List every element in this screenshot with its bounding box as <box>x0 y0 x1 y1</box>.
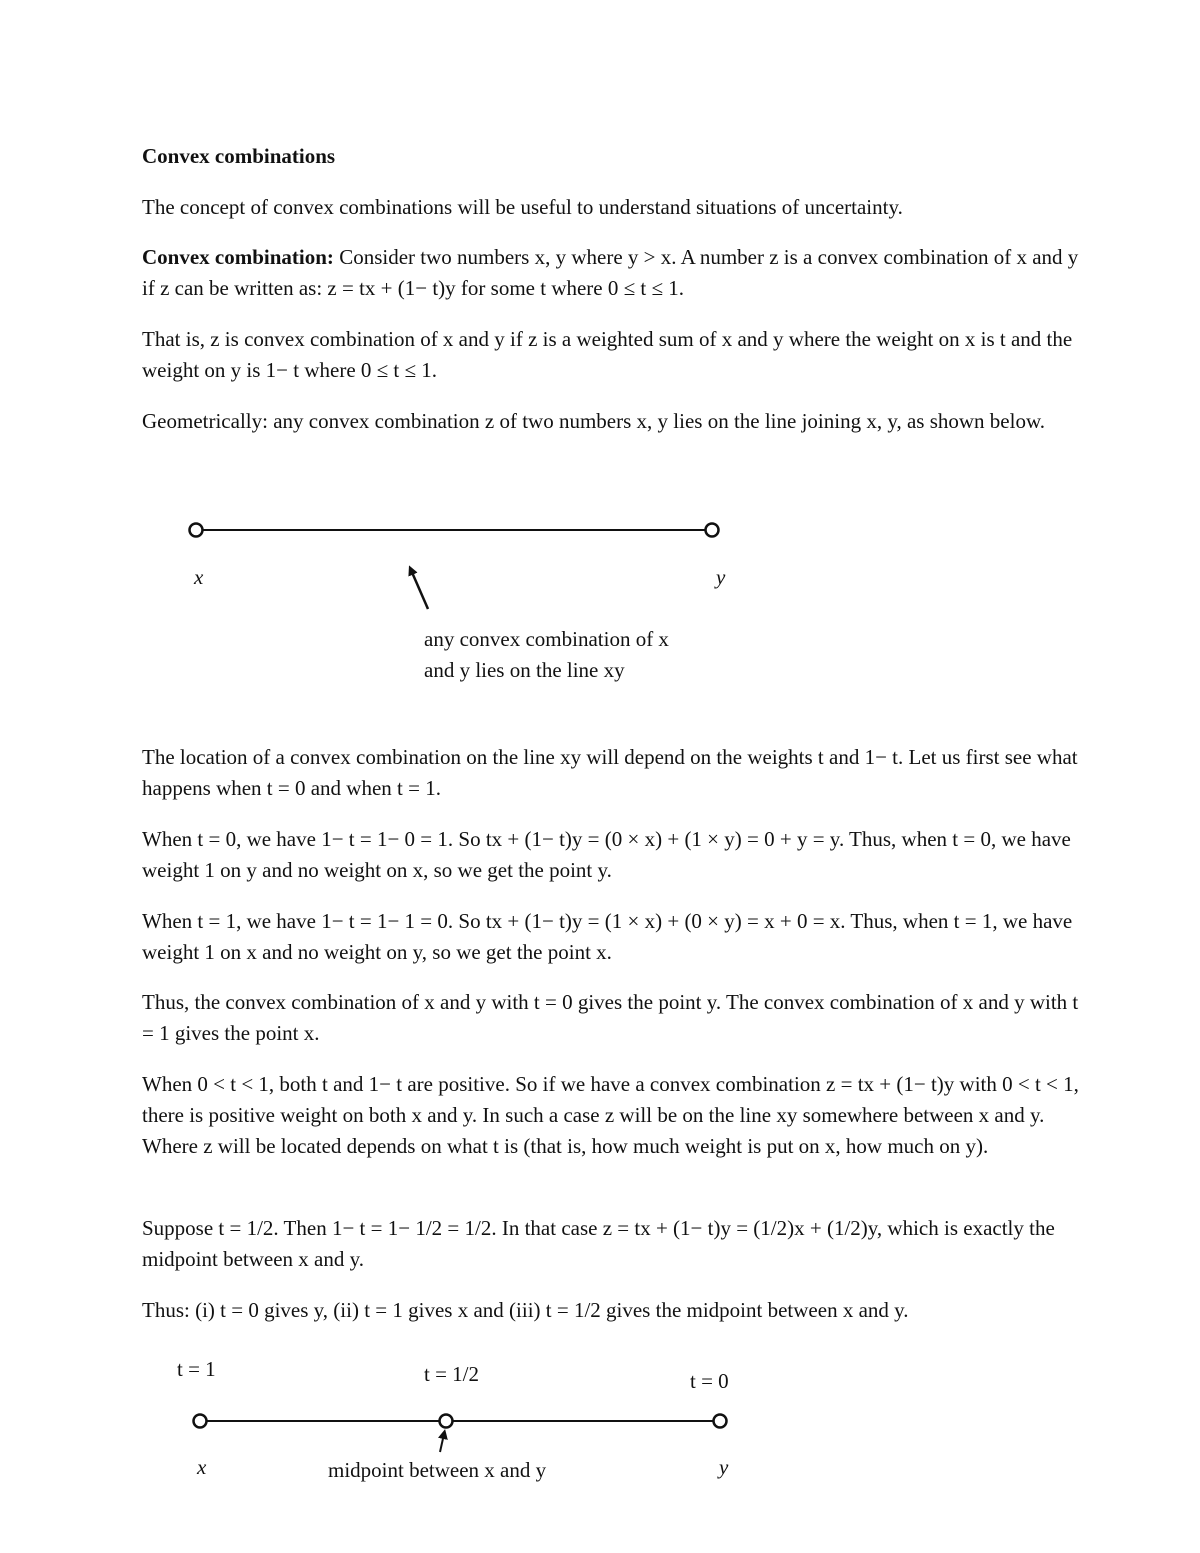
figure2-point-y <box>714 1415 727 1428</box>
thus-paragraph: Thus, the convex combination of x and y with t = 0 gives the point y. The convex combination of x and y with t = 1 gives the point x. <box>142 990 1079 1045</box>
figure2-arrow <box>440 1434 444 1452</box>
figure2-point-midpoint <box>440 1415 453 1428</box>
figure2-label-x: x <box>197 1455 207 1479</box>
figure1-point-y <box>706 524 719 537</box>
figure1-arrow <box>411 570 428 609</box>
figure1-label-y: y <box>716 565 726 589</box>
figure2-label-y: y <box>719 1455 729 1479</box>
figure2-label-t0: t = 0 <box>690 1369 729 1393</box>
weights-paragraph: That is, z is convex combination of x and y if z is a weighted sum of x and y where the weight on x is t and the weight on y is 1− t where 0 ≤ t ≤ 1. <box>142 327 1073 382</box>
figure1-note-line2: and y lies on the line xy <box>424 658 625 682</box>
figure1-note <box>424 624 744 686</box>
section-heading: Convex combinations <box>142 144 336 168</box>
figure1-note-line1: any convex combination of x <box>424 627 669 651</box>
figure1-label-x: x <box>194 565 204 589</box>
figure2-midpoint-label: midpoint between x and y <box>328 1458 547 1482</box>
between-paragraph: When 0 < t < 1, both t and 1− t are positive. So if we have a convex combination z = tx + (1− t)y with 0 < t < 1, there is positive weight on both x and y. In such a case z will be on the line xy somewhere between x and y. Where z will be located depends on what t is (that is, how much weight is put on x, how much on y). <box>142 1072 1079 1158</box>
half-paragraph: Suppose t = 1/2. Then 1− t = 1− 1/2 = 1/2. In that case z = tx + (1− t)y = (1/2)x + (1/2)y, which is exactly the midpoint between x and y. <box>142 1216 1055 1271</box>
t0-paragraph: When t = 0, we have 1− t = 1− 0 = 1. So tx + (1− t)y = (0 × x) + (1 × y) = 0 + y = y. Thus, when t = 0, we have weight 1 on y and no weight on x, so we get the point y. <box>142 827 1071 882</box>
t1-paragraph: When t = 1, we have 1− t = 1− 1 = 0. So tx + (1− t)y = (1 × x) + (0 × y) = x + 0 = x. Thus, when t = 1, we have weight 1 on x and no weight on y, so we get the point x. <box>142 909 1073 964</box>
location-paragraph: The location of a convex combination on the line xy will depend on the weights t and 1− t. Let us first see what happens when t = 0 and when t = 1. <box>142 745 1078 800</box>
figure2-label-t1: t = 1 <box>177 1357 216 1381</box>
definition-label: Convex combination: <box>142 245 334 269</box>
intro-paragraph: The concept of convex combinations will be useful to understand situations of uncertainty. <box>142 195 903 219</box>
figure2-label-thalf: t = 1/2 <box>424 1362 480 1386</box>
geometric-paragraph: Geometrically: any convex combination z of two numbers x, y lies on the line joining x, y, as shown below. <box>142 409 1046 433</box>
definition-text: Consider two numbers x, y where y > x. A number z is a convex combination of x and y if z can be written as: z = tx + (1− t)y for some t where 0 ≤ t ≤ 1. <box>142 245 1079 300</box>
figure1-point-x <box>190 524 203 537</box>
summary-paragraph: Thus: (i) t = 0 gives y, (ii) t = 1 gives x and (iii) t = 1/2 gives the midpoint between x and y. <box>142 1298 909 1322</box>
figure2-point-x <box>194 1415 207 1428</box>
